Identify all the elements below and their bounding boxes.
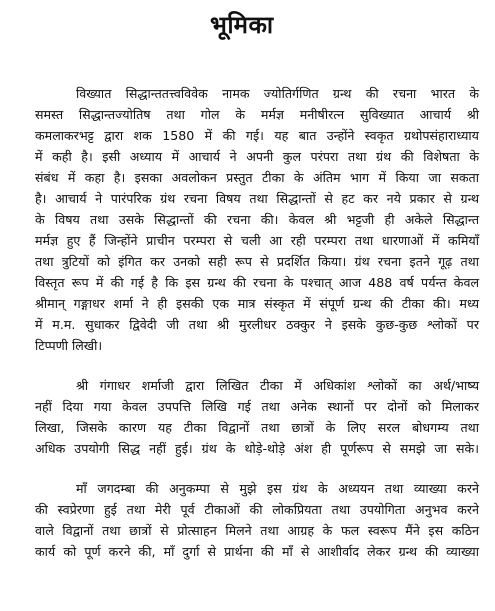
paragraph-line: टिप्पणी लिखी।: [35, 338, 103, 353]
paragraph-line: माँ जगदम्बा की अनुकम्पा से मुझे इस ग्रंथ के अध्ययन तथा व्याख्या करने: [76, 481, 479, 496]
paragraph-line: अधिक उपयोगी सिद्ध नहीं हुई। ग्रंथ के थोड़े-थोड़े अंश ही पूर्णरूप से समझे जा सके।: [35, 441, 479, 456]
page-title: भूमिका: [210, 11, 274, 39]
paragraph-line: विस्तृत रूप में की गई है कि इस ग्रन्थ की रचना के पश्चात् आज 488 वर्ष पर्यन्त केवल: [35, 275, 479, 290]
paragraph-line: है। आचार्य ने पारंपरिक ग्रंथ रचना विषय तथा सिद्धान्तों से हट कर नये प्रकार से ग्रन्थ: [35, 191, 479, 206]
paragraph-line: श्रीमान् गङ्गाधर शर्मा ने ही इसकी एक मात्र संस्कृत में संपूर्ण ग्रन्थ की टीका की। मध्य: [35, 296, 479, 311]
paragraph-line: कमलाकरभट्ट द्वारा शक 1580 में की गई। यह बात उन्होंने स्वकृत ग्रथोपसंहाराध्याय: [35, 128, 479, 143]
paragraph-line: नहीं दिया गया केवल उपपत्ति लिखि गई तथा अनेक स्थानों पर दोनों को मिलाकर: [35, 399, 479, 414]
paragraph-line: लिखा, जिसके कारण यह टीका विद्वानों तथा छात्रों के लिए सरल बोधगम्य तथा: [35, 420, 479, 435]
paragraph-line: वाले विद्वानों तथा छात्रों से प्रोत्साहन मिलने तथा आग्रह के फल स्वरूप मैंने इस कठिन: [35, 523, 479, 538]
paragraph-line: में म.म. सुधाकर द्विवेदी जी तथा श्री मुरलीधर ठक्कुर ने इसके कुछ-कुछ श्लोकों पर: [35, 317, 479, 332]
paragraph-line: में कही है। इसी अध्याय में आचार्य ने अपनी कुल परंपरा तथा ग्रंथ की विशेषता के: [35, 149, 479, 164]
paragraph-line: की स्वप्रेरणा हुई तथा मेरी पूर्व टीकाओं की लोकप्रियता तथा उपयोगिता अनुभव करने: [35, 502, 479, 517]
paragraph-line: संबंध में कहा है। इसका अवलोकन प्रस्तुत टीका के अंतिम भाग में किया जा सकता: [35, 170, 479, 185]
paragraph-line: मर्मज्ञ हुए हैं जिन्होंने प्राचीन परम्परा से चली आ रही परम्परा तथा धारणाओं में कमियाँ: [35, 233, 479, 248]
paragraph-line: श्री गंगाधर शर्माजी द्वारा लिखित टीका में अधिकांश श्लोकों का अर्थ/भाष्य: [76, 378, 479, 393]
paragraph-line: कार्य को पूर्ण करने की, माँ दुर्गा से प्रार्थना की माँ से आशीर्वाद लेकर ग्रन्थ की व्याख्या: [35, 544, 479, 559]
paragraph-line: विख्यात सिद्धान्ततत्त्वविवेक नामक ज्योतिर्गणित ग्रन्थ की रचना भारत के: [76, 86, 479, 101]
paragraph-line: तथा त्रुटियों को इंगित कर उनको सही रूप से प्रदर्शित किया। ग्रंथ रचना इतने गूढ़ तथा: [35, 254, 479, 269]
paragraph-line: समस्त सिद्धान्तज्योतिष तथा गोल के मर्मज्ञ मनीषीरत्न सुविख्यात आचार्य श्री: [35, 107, 479, 122]
paragraph-line: के विषय तथा उसके सिद्धान्तों की रचना की। केवल श्री भट्टजी ही अकेले सिद्धान्त: [35, 212, 479, 227]
